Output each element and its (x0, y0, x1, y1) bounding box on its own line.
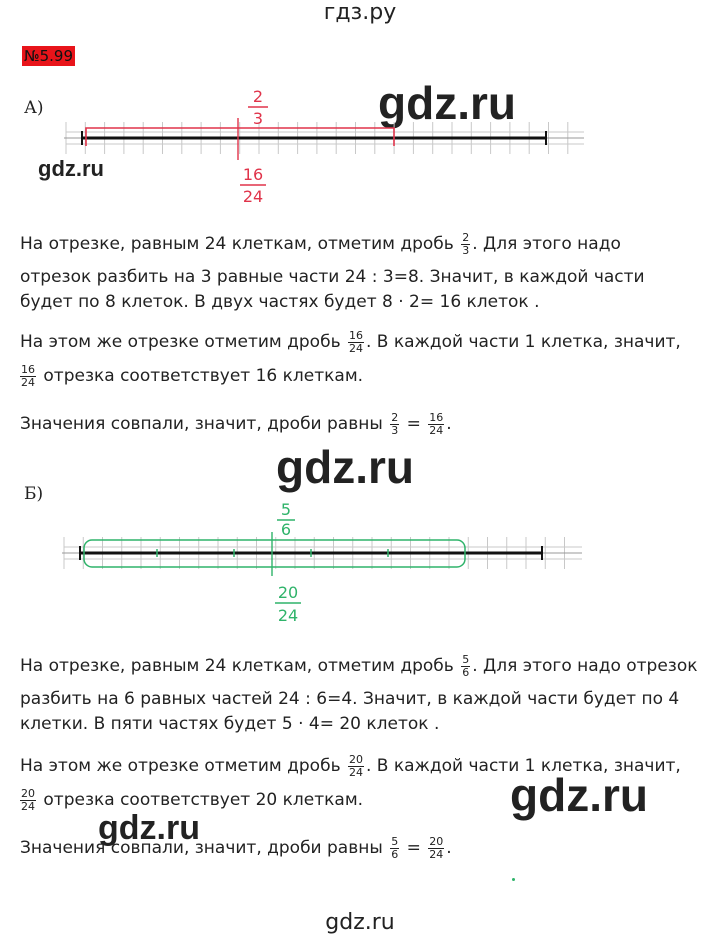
watermark: gdz.ru (98, 809, 200, 847)
fraction: $\frac{16}{24}$ (349, 328, 363, 355)
top-fraction-den: 3 (252, 109, 264, 128)
paragraph: На этом же отрезке отметим дробь $\frac{16}{24}$ . В каждой части 1 клетка, значит, (20, 328, 681, 355)
paragraph: На отрезке, равным 24 клеткам, отметим дробь $\frac{2}{3}$ . Для этого надо (20, 230, 621, 257)
watermark: gdz.ru (38, 156, 104, 181)
watermark: gdz.ru (510, 769, 648, 821)
watermark: gdz.ru (378, 77, 516, 129)
top-fraction-num: 5 (280, 500, 292, 519)
paragraph: отрезок разбить на 3 равные части 24 : 3=8. Значит, в каждой части (20, 267, 645, 287)
exercise-number-badge: №5.99 (24, 47, 73, 65)
paragraph: разбить на 6 равных частей 24 : 6=4. Значит, в каждой части будет по 4 (20, 689, 680, 709)
number-line-a (0, 80, 720, 215)
paragraph: $\frac{20}{24}$ отрезка соответствует 20 клеткам. (21, 786, 364, 813)
stray-dot (512, 878, 515, 881)
fraction: $\frac{2}{3}$ (462, 230, 470, 257)
footer-site: gdz.ru (325, 910, 395, 935)
number-line-b (0, 494, 720, 629)
paragraph: клетки. В пяти частях будет 5 · 4= 20 клеток . (20, 714, 440, 734)
watermark: gdz.ru (276, 441, 414, 493)
site-title: гдз.ру (323, 0, 397, 25)
bottom-fraction-num: 16 (242, 165, 264, 184)
fraction: $\frac{20}{24}$ (21, 786, 35, 813)
fraction: $\frac{20}{24}$ (349, 752, 363, 779)
fraction: $\frac{5}{6}$ (391, 834, 399, 861)
fraction: $\frac{2}{3}$ (391, 410, 399, 437)
paragraph: будет по 8 клеток. В двух частях будет 8 · 2= 16 клеток . (20, 292, 540, 312)
fraction: $\frac{16}{24}$ (429, 410, 444, 437)
top-fraction-num: 2 (252, 87, 264, 106)
paragraph: $\frac{16}{24}$ отрезка соответствует 16 клеткам. (21, 362, 364, 389)
part-b-label: Б) (24, 484, 44, 504)
paragraph: Значения совпали, значит, дроби равны $\frac{2}{3}$ = $\frac{16}{24}$ . (20, 410, 452, 437)
paragraph: На отрезке, равным 24 клеткам, отметим дробь $\frac{5}{6}$ . Для этого надо отрезок (20, 652, 698, 679)
paragraph: На этом же отрезке отметим дробь $\frac{20}{24}$ . В каждой части 1 клетка, значит, (20, 752, 681, 779)
bottom-fraction-num: 20 (277, 583, 299, 602)
top-fraction-den: 6 (280, 520, 292, 539)
paragraph: Значения совпали, значит, дроби равны $\frac{5}{6}$ = $\frac{20}{24}$ . (20, 834, 452, 861)
fraction: $\frac{20}{24}$ (429, 834, 444, 861)
fraction: $\frac{5}{6}$ (462, 652, 470, 679)
bottom-fraction-den: 24 (242, 187, 264, 206)
bottom-fraction-den: 24 (277, 606, 299, 625)
part-a-label: А) (24, 98, 44, 118)
fraction: $\frac{16}{24}$ (21, 362, 35, 389)
